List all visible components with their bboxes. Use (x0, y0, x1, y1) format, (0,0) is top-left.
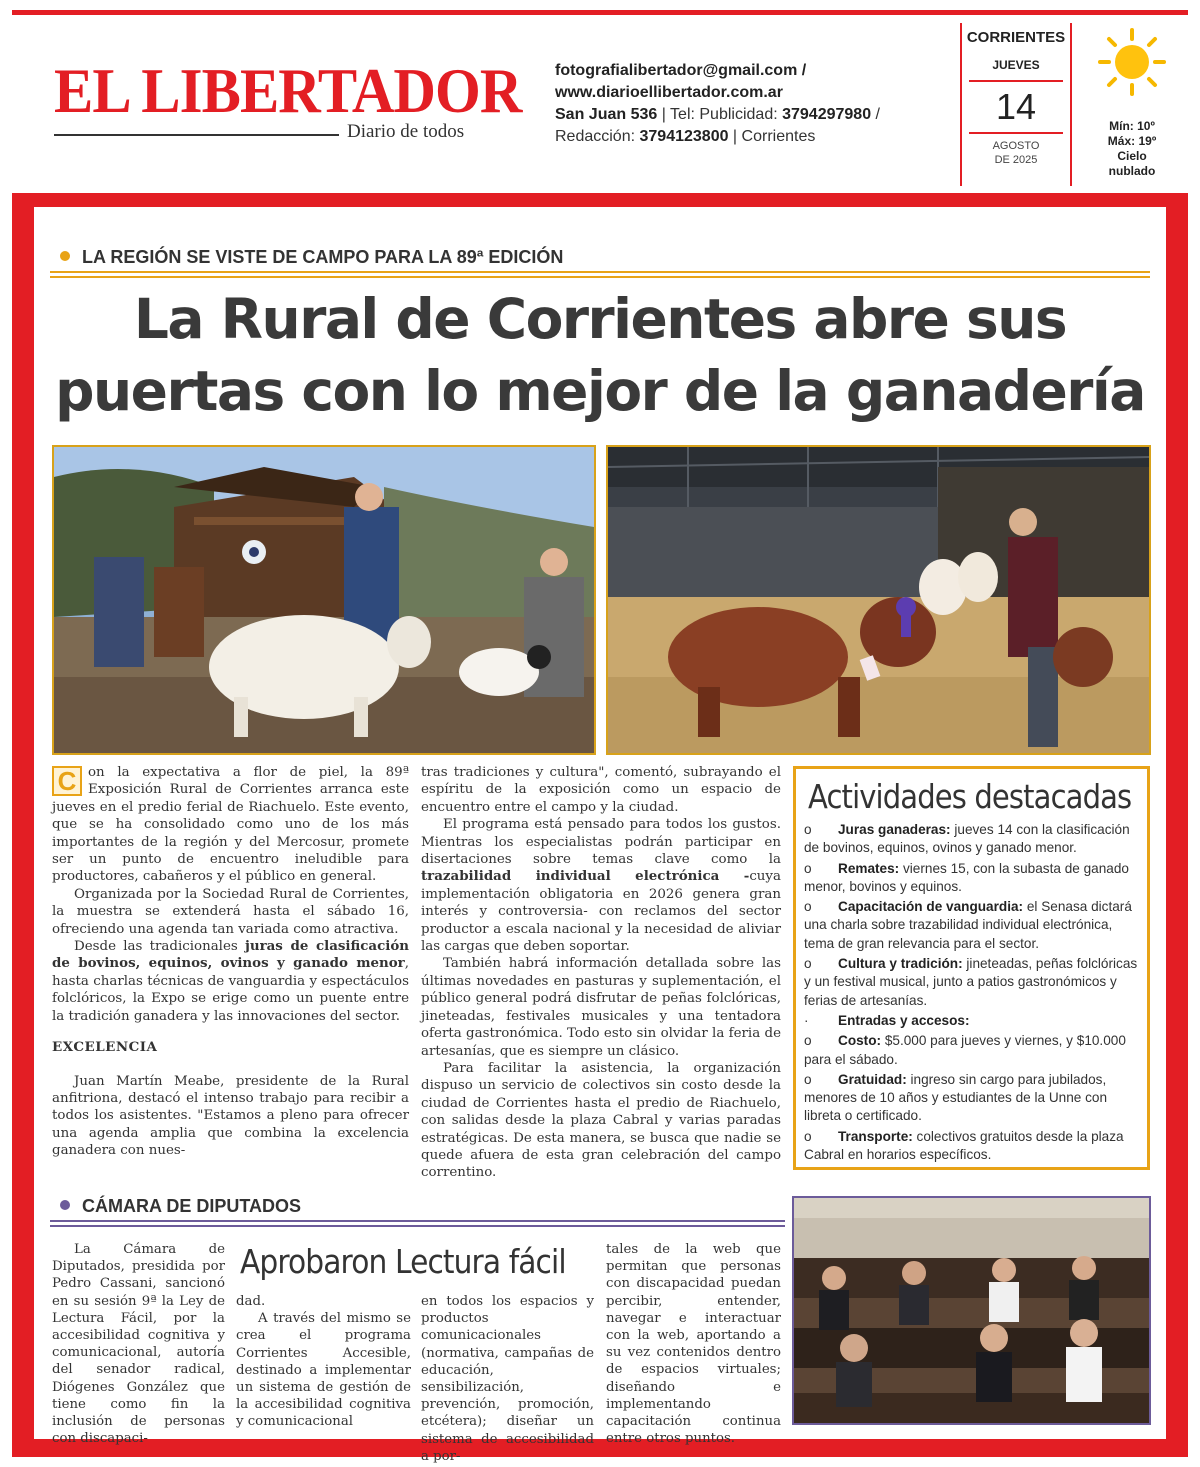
sidebox-item (804, 821, 1139, 858)
article1-headline: La Rural de Corrientes abre sus puertas con lo mejor de la ganadería (55, 287, 1145, 423)
weather-cond-2: nublado (1108, 164, 1156, 178)
list-bullet-icon: o (804, 1033, 812, 1049)
date-weekday: JUEVES (992, 58, 1040, 72)
article1-paragraph (421, 816, 781, 955)
sidebox-item-label: Entradas y accesos: (838, 1012, 970, 1028)
sidebox-item (804, 1128, 1139, 1165)
kicker-rule (50, 1220, 785, 1222)
weather-cond-1: Cielo (1117, 149, 1147, 163)
date-number-box (969, 80, 1063, 134)
article1-paragraph-text: Desde las tradicionales (74, 939, 245, 955)
activities-sidebox (793, 766, 1150, 1170)
article1-subhead: EXCELENCIA (52, 1039, 158, 1056)
article2-paragraph: A través del mismo se crea el programa Corrientes Accesible, destinado a implementar un sistema de gestión de la accesibilidad cognitiva y comunicacional (236, 1311, 411, 1430)
contact-website[interactable]: www.diarioellibertador.com.ar (555, 84, 783, 101)
masthead (12, 15, 1188, 193)
logo-tagline: Diario de todos (347, 121, 465, 142)
article2-column-1 (52, 1241, 225, 1447)
contact-sep: / (871, 106, 880, 123)
article2-paragraph: en todos los espacios y productos comunicacionales (normativa, campañas de educación, sensibilización, prevención, promoción, etcétera); diseñar un sistema de accesibilidad a por- (421, 1294, 594, 1464)
dropcap: C (52, 766, 82, 796)
article1-paragraph: Juan Martín Meabe, presidente de la Rural anfitriona, destacó el intenso trabajo para recibir a todos los asistentes. "Estamos a pleno para ofrecer una agenda amplia que combina la excelencia ganadera con nues- (52, 1073, 409, 1159)
photo-sheep-image (54, 447, 594, 753)
weather-max: Máx: 19º (1107, 134, 1157, 148)
frame-top-bar (12, 193, 1188, 207)
photo-cattle-exhibit (606, 445, 1151, 755)
sidebox-item-text: jineteadas, peñas folclóricas y un festival musical, junto a patios gastronómicos y ferias de artesanías. (804, 956, 1138, 1008)
sidebox-item-text: viernes 15, con la subasta de ganado menor, bovinos y equinos. (804, 860, 1129, 894)
photo-cattle-image (608, 447, 1149, 753)
article1-paragraph: También habrá información detallada sobre las últimas novedades en pasturas y suplementación, el público general podrá disfrutar de peñas folclóricas, jineteadas, festivales musicales y una tentadora oferta gastronómica. Todo esto sin olvidar la feria de artesanías, que es siempre un clásico. (421, 956, 781, 1059)
photo-sheep-exhibit (52, 445, 596, 755)
sidebox-item (804, 860, 1139, 897)
sidebox-item (804, 1032, 1139, 1069)
contact-email[interactable]: fotografialibertador@gmail.com / (555, 62, 807, 79)
date-year: DE 2025 (994, 154, 1038, 166)
sidebox-item (804, 898, 1139, 953)
article1-bold-text: trazabilidad individual electrónica - (421, 868, 750, 885)
date-day-number: 14 (995, 86, 1037, 127)
date-city: CORRIENTES (966, 29, 1066, 46)
sidebox-list (804, 821, 1139, 1164)
logo (54, 55, 562, 142)
article2-paragraph: tales de la web que permitan que personas con discapacidad puedan percibir, entender, navegar e interactuar con la web, aportando a su vez contenidos dentro de espacios virtuales; diseñando e implementando capacitación continua entre otros puntos. (606, 1242, 781, 1447)
article2-paragraph: La Cámara de Diputados, presidida por Pedro Cassani, sancionó en su sesión 9ª la Ley de Lectura Fácil, por la accesibilidad cognitiva y comunicacional, autoría del senador radical, Diógenes González que tiene como fin la inclusión de personas con discapaci- (52, 1242, 225, 1447)
article1-paragraph: Para facilitar la asistencia, la organización dispuso un servicio de colectivos sin costo desde la ciudad de Corrientes hasta el predio de Riachuelo, con salidas desde la plaza Cabral y varias paradas estratégicas. De esta manera, se busca que nadie se quede afuera de esta gran celebración del campo correntino. (421, 1060, 781, 1181)
article2-kicker (60, 1196, 301, 1217)
sidebox-item-label: Gratuidad: (838, 1071, 907, 1087)
kicker-rule (50, 276, 1150, 278)
photo-legislature-image (794, 1198, 1149, 1423)
article1-paragraph (52, 938, 409, 1025)
sun-icon (1097, 27, 1167, 97)
contact-address: San Juan 536 (555, 106, 658, 123)
list-bullet-icon: o (804, 822, 812, 837)
article1-column-1 (52, 764, 409, 1160)
date-month-name: AGOSTO (992, 140, 1040, 152)
contact-city: | Corrientes (728, 128, 816, 145)
weather-min: Mín: 10º (1109, 119, 1155, 133)
sidebox-item-text: el Senasa dictará una charla sobre trazabilidad individual electrónica, tema de gran relevancia para el sector. (804, 899, 1132, 951)
list-bullet-icon: o (804, 956, 812, 972)
photo-legislature-session (792, 1196, 1151, 1425)
sidebox-item (804, 1071, 1139, 1126)
sidebox-title: Actividades destacadas (808, 777, 1132, 816)
weather-box (1082, 27, 1182, 179)
kicker-bullet-icon (60, 1200, 70, 1210)
sidebox-item (804, 1012, 1139, 1030)
kicker-rule (50, 271, 1150, 273)
contact-tel-label: | Tel: Publicidad: (657, 106, 783, 123)
article2-kicker-text: CÁMARA DE DIPUTADOS (82, 1196, 301, 1216)
sidebox-item-label: Capacitación de vanguardia: (838, 899, 1024, 915)
sidebox-item-label: Transporte: (838, 1128, 913, 1144)
list-bullet-icon: o (804, 1128, 812, 1144)
logo-title: EL LIBERTADOR (54, 55, 522, 126)
kicker-rule (50, 1225, 785, 1227)
sidebox-item-text: jueves 14 con la clasificación de bovinos, equinos, ovinos y ganado menor. (804, 822, 1130, 856)
sidebox-item (804, 955, 1139, 1010)
article1-kicker-text: LA REGIÓN SE VISTE DE CAMPO PARA LA 89ª EDICIÓN (82, 247, 564, 267)
article2-column-2 (236, 1293, 411, 1431)
contact-block (555, 60, 880, 148)
contact-newsroom-label: Redacción: (555, 128, 640, 145)
date-month (962, 139, 1070, 167)
sidebox-item-text: colectivos gratuitos desde la plaza Cabral en horarios específicos. (804, 1128, 1124, 1163)
list-bullet-icon: · (804, 1012, 809, 1028)
article2-paragraph: dad. (236, 1294, 266, 1309)
article1-column-2 (421, 764, 781, 1182)
contact-phone-newsroom: 3794123800 (639, 128, 729, 145)
article2-column-3 (421, 1293, 594, 1465)
article1-paragraph: tras tradiciones y cultura", comentó, subrayando el espíritu de la exposición como un espacio de encuentro entre el campo y la ciudad. (421, 765, 781, 815)
article1-paragraph: Organizada por la Sociedad Rural de Corrientes, la muestra se extenderá hasta el sábado 16, ofreciendo una agenda tan variada como atractiva. (52, 886, 409, 937)
article2-column-4 (606, 1241, 781, 1447)
article1-kicker (60, 247, 563, 268)
contact-phone-ads: 3794297980 (782, 106, 872, 123)
article1-paragraph (52, 764, 409, 886)
sidebox-item-text: ingreso sin cargo para jubilados, menores de 10 años y estudiantes de la Unne con libreta o certificado. (804, 1071, 1108, 1124)
list-bullet-icon: o (804, 860, 812, 876)
sidebox-item-label: Costo: (838, 1033, 882, 1049)
date-box (960, 23, 1072, 186)
list-bullet-icon: o (804, 1071, 812, 1087)
sidebox-item-label: Cultura y tradición: (838, 956, 963, 972)
article2-headline: Aprobaron Lectura fácil (240, 1242, 566, 1281)
article1-paragraph-text: , hasta charlas técnicas de vanguardia y espectáculos folclóricos, la Expo se erige como un puente entre la tradición ganadera y las innovaciones del sector. (52, 956, 409, 1024)
logo-underline (54, 134, 339, 136)
article1-paragraph-text: on la expectativa a flor de piel, la 89ª Exposición Rural de Corrientes arranca este jueves en el predio ferial de Riachuelo. Este evento, que se ha consolidado como uno de los más importantes de la región y del Mercosur, promete ser un punto de encuentro ineludible para productores, cabañeros y el público en general. (52, 765, 409, 885)
article1-bold-text: juras de clasificación de bovinos, equinos, ovinos y ganado menor (52, 938, 409, 972)
article1-paragraph-text: El programa está pensado para todos los gustos. Mientras los especialistas podrán participar en disertaciones sobre temas clave como la (421, 817, 781, 868)
kicker-bullet-icon (60, 251, 70, 261)
list-bullet-icon: o (804, 899, 812, 915)
article1-paragraph-text: cuya implementación obligatoria en 2026 genera gran interés y controversia- con reclamos del sector productor a escala nacional y la necesidad de aliviar las cargas que deben soportar. (421, 869, 781, 955)
sidebox-item-text: $5.000 para jueves y viernes, y $10.000 para el sábado. (804, 1033, 1126, 1067)
sidebox-item-label: Remates: (838, 860, 900, 876)
sidebox-item-label: Juras ganaderas: (838, 822, 951, 837)
